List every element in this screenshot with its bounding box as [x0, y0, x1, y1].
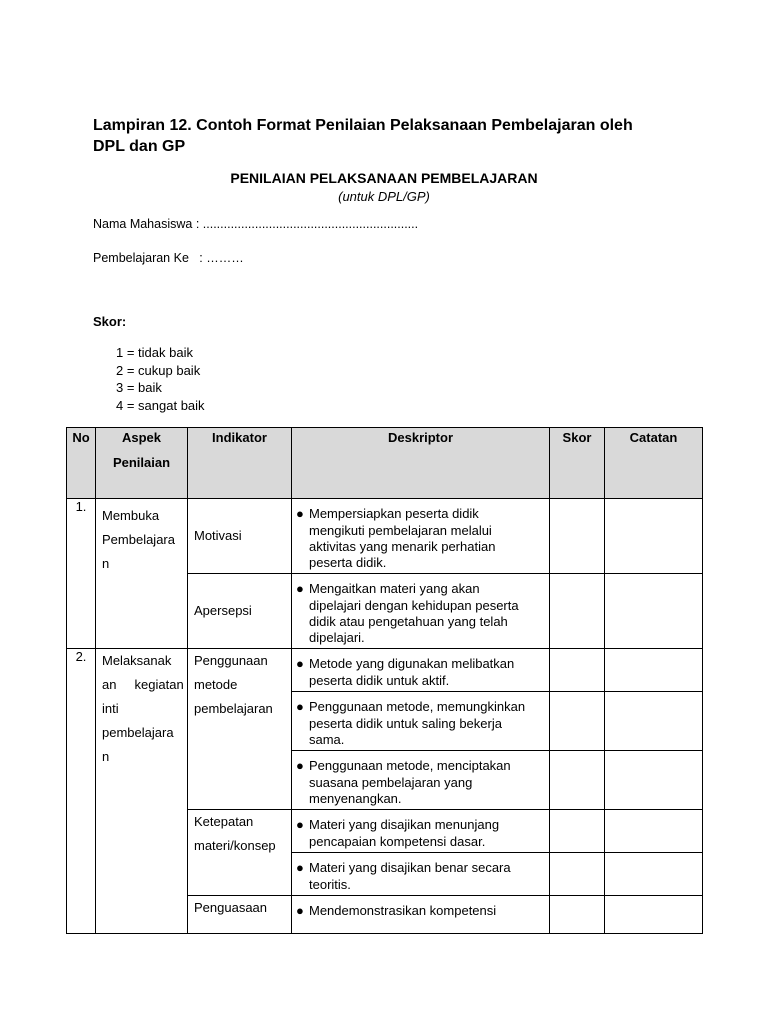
skor-item: 2 = cukup baik [116, 362, 201, 378]
catatan-cell[interactable] [605, 499, 703, 574]
deskriptor-cell: ● Metode yang digunakan melibatkan peserta didik untuk aktif. [292, 649, 550, 692]
catatan-cell[interactable] [605, 649, 703, 692]
indikator-cell: Apersepsi [188, 574, 292, 649]
skor-item: 3 = baik [116, 380, 162, 396]
catatan-cell[interactable] [605, 896, 703, 934]
indikator-cell: Ketepatan materi/konsep [188, 810, 292, 896]
pembelajaran-ke-field [93, 251, 244, 265]
catatan-cell[interactable] [605, 853, 703, 896]
bullet-icon: ● [296, 817, 304, 832]
heading-line-2: DPL dan GP [93, 138, 186, 155]
document-heading [93, 115, 693, 157]
deskriptor-cell: ● Penggunaan metode, memungkinkan peserta didik untuk saling bekerja sama. [292, 692, 550, 751]
deskriptor-cell: ● Mendemonstrasikan kompetensi [292, 896, 550, 934]
skor-label: Skor: [93, 314, 127, 329]
skor-cell[interactable] [550, 692, 605, 751]
deskriptor-cell: ● Mempersiapkan peserta didik mengikuti pembelajaran melalui aktivitas yang menarik perhatian peserta didik. [292, 499, 550, 574]
pembelajaran-label: Pembelajaran Ke : [93, 251, 203, 265]
indikator-cell: Penguasaan [188, 896, 292, 934]
row-number: 2. [67, 649, 96, 934]
skor-item: 4 = sangat baik [116, 397, 205, 413]
aspek-cell: Melaksanak an kegiatan inti pembelajara n [96, 649, 188, 934]
table-row [67, 649, 703, 692]
catatan-cell[interactable] [605, 692, 703, 751]
deskriptor-cell: ● Mengaitkan materi yang akan dipelajari dengan kehidupan peserta didik atau pengetahuan yang telah dipelajari. [292, 574, 550, 649]
skor-cell[interactable] [550, 751, 605, 810]
indikator-cell: Motivasi [188, 499, 292, 574]
header-no: No [67, 428, 96, 499]
header-catatan: Catatan [605, 428, 703, 499]
nama-value: .............................................................. [202, 217, 419, 231]
catatan-cell[interactable] [605, 751, 703, 810]
bullet-icon: ● [296, 903, 304, 918]
table-header-row [67, 428, 703, 499]
nama-label: Nama Mahasiswa : [93, 217, 200, 231]
deskriptor-cell: ● Materi yang disajikan benar secara teoritis. [292, 853, 550, 896]
skor-cell[interactable] [550, 810, 605, 853]
assessment-table [66, 427, 703, 934]
skor-cell[interactable] [550, 896, 605, 934]
table-row [67, 499, 703, 574]
pembelajaran-value: ……… [206, 251, 244, 265]
skor-item: 1 = tidak baik [116, 345, 193, 360]
bullet-icon: ● [296, 758, 304, 773]
header-indikator: Indikator [188, 428, 292, 499]
skor-cell[interactable] [550, 574, 605, 649]
indikator-cell: Penggunaan metode pembelajaran [188, 649, 292, 810]
skor-cell[interactable] [550, 853, 605, 896]
aspek-cell: Membuka Pembelajara n [96, 499, 188, 649]
skor-cell[interactable] [550, 499, 605, 574]
catatan-cell[interactable] [605, 810, 703, 853]
deskriptor-cell: ● Materi yang disajikan menunjang pencapaian kompetensi dasar. [292, 810, 550, 853]
deskriptor-cell: ● Penggunaan metode, menciptakan suasana pembelajaran yang menyenangkan. [292, 751, 550, 810]
catatan-cell[interactable] [605, 574, 703, 649]
heading-line-1: Lampiran 12. Contoh Format Penilaian Pelaksanaan Pembelajaran oleh [93, 117, 633, 134]
form-subtitle: (untuk DPL/GP) [338, 189, 430, 204]
skor-cell[interactable] [550, 649, 605, 692]
header-aspek: Aspek Penilaian [96, 428, 188, 499]
bullet-icon: ● [296, 656, 304, 671]
form-title: PENILAIAN PELAKSANAAN PEMBELAJARAN [230, 170, 538, 186]
bullet-icon: ● [296, 506, 304, 521]
skor-list [116, 344, 205, 414]
header-skor: Skor [550, 428, 605, 499]
bullet-icon: ● [296, 860, 304, 875]
bullet-icon: ● [296, 581, 304, 596]
bullet-icon: ● [296, 699, 304, 714]
nama-mahasiswa-field [93, 217, 418, 231]
header-deskriptor: Deskriptor [292, 428, 550, 499]
row-number: 1. [67, 499, 96, 649]
